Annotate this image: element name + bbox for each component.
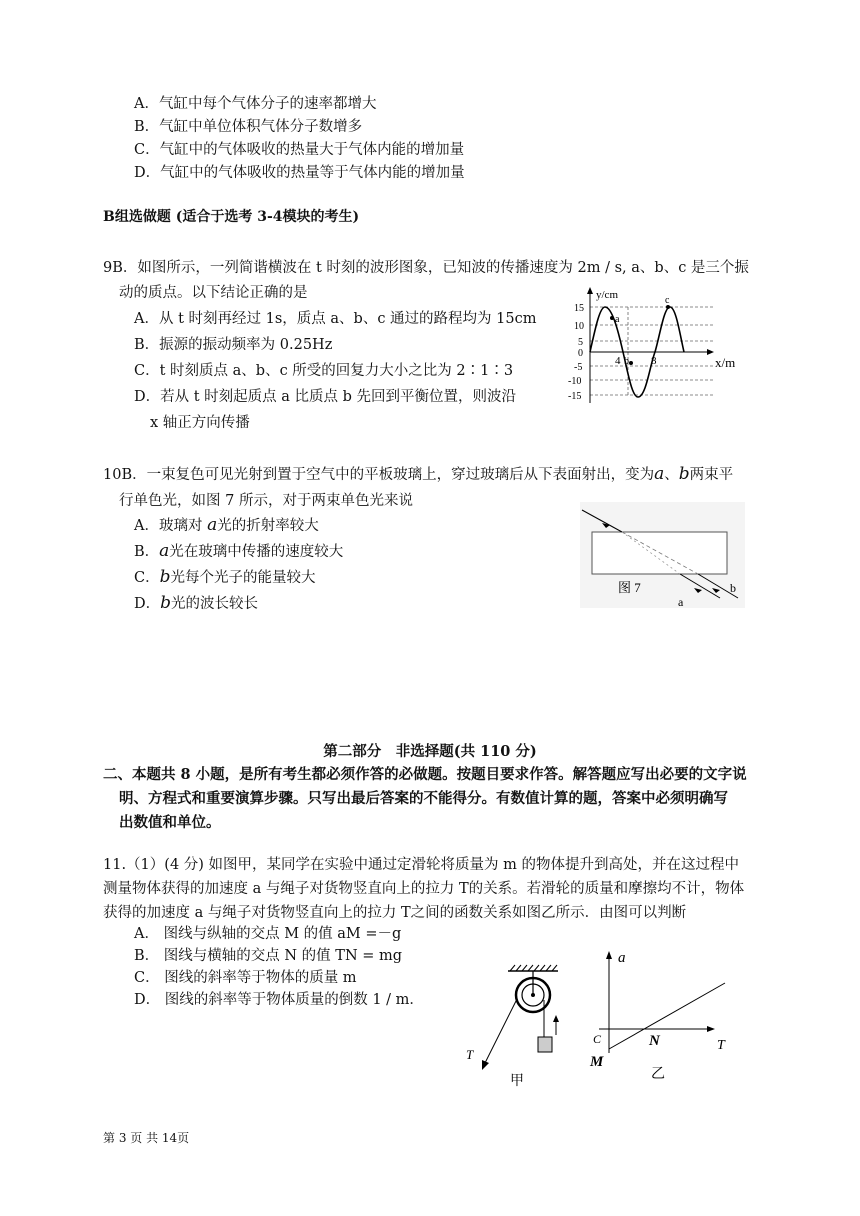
q10-option-a-var: a (207, 515, 218, 535)
fig-yi-caption: 乙 (651, 1067, 665, 1082)
q10-option-b-suffix: 光在玻璃中传播的速度较大 (169, 544, 344, 560)
q10-option-a-suffix: 光的折射率较大 (217, 518, 319, 534)
q10-var-b: b (678, 464, 690, 484)
q11-option-a: A． 图线与纵轴的交点 M 的值 aM =－g (134, 926, 402, 942)
q8-option-b: B．气缸中单位体积气体分子数增多 (134, 119, 363, 135)
q10-line1 (103, 463, 733, 484)
y-tick: 5 (578, 337, 583, 348)
graph-N-label: N (649, 1033, 660, 1049)
q11-option-c: C． 图线的斜率等于物体的质量 m (134, 970, 357, 986)
wave-x-label: x/m (715, 355, 736, 370)
q8-option-c: C．气缸中的气体吸收的热量大于气体内能的增加量 (134, 142, 465, 158)
q9-option-d-cont: x 轴正方向传播 (150, 415, 250, 431)
q11-line2: 测量物体获得的加速度 a 与绳子对货物竖直向上的拉力 T的关系。若滑轮的质量和摩擦均不计，物体 (103, 881, 745, 897)
cargo-block (538, 1037, 552, 1052)
group-b-heading: B组选做题 (适合于选考 3-4模块的考生) (103, 209, 360, 225)
point-b-label: b (624, 356, 629, 367)
q10-sep: 、 (664, 467, 679, 483)
part2-title: 第二部分 非选择题(共 110 分) (323, 743, 537, 760)
graph-origin-label: C (593, 1032, 602, 1046)
y-tick: 10 (574, 321, 584, 332)
y-tick: -5 (574, 362, 583, 373)
q9-option-a: A．从 t 时刻再经过 1s，质点 a、b、c 通过的路程均为 15cm (134, 311, 537, 327)
glass-slab-figure (580, 502, 745, 608)
q10-option-a-prefix: A．玻璃对 (134, 518, 208, 534)
q10-option-c-suffix: 光每个光子的能量较大 (170, 570, 316, 586)
q10-var-a: a (654, 464, 665, 484)
page-footer: 第 3 页 共 14页 (103, 1131, 190, 1145)
y-tick: 15 (574, 303, 584, 314)
graph-T-label: T (717, 1038, 725, 1053)
q9-option-c: C．t 时刻质点 a、b、c 所受的回复力大小之比为 2∶1∶3 (134, 363, 514, 379)
q10-option-a (134, 514, 319, 535)
q11-line1: 11.（1）(4 分) 如图甲，某同学在实验中通过定滑轮将质量为 m 的物体提升到高处，并在这过程中 (103, 857, 740, 873)
point-b (629, 361, 633, 365)
x-tick: 4 (615, 355, 621, 367)
q10-option-d-prefix: D． (134, 596, 161, 612)
section2-line2: 明、方程式和重要演算步骤。只写出最后答案的不能得分。有数值计算的题，答案中必须明确写 (119, 790, 728, 807)
q9-option-d: D．若从 t 时刻起质点 a 比质点 b 先回到平衡位置，则波沿 (134, 389, 517, 405)
q9-line2: 动的质点。以下结论正确的是 (119, 285, 308, 301)
graph-M-label: M (590, 1054, 604, 1070)
q9-line1: 9B．如图所示，一列简谐横波在 t 时刻的波形图象，已知波的传播速度为 2m / s, a、b、c 是三个振 (103, 260, 749, 276)
q10-option-d (134, 592, 258, 613)
q10-line1-text: 10B．一束复色可见光射到置于空气中的平板玻璃上，穿过玻璃后从下表面射出，变为 (103, 467, 655, 483)
ray-a-label: a (678, 595, 684, 608)
pulley-T-label: T (466, 1047, 474, 1062)
figure7-caption: 图 7 (618, 580, 641, 595)
graph-figure (585, 945, 735, 1090)
q8-option-a: A．气缸中每个气体分子的速率都增大 (134, 96, 377, 112)
ray-b-label: b (730, 581, 736, 595)
point-c-label: c (665, 295, 670, 306)
q11-line3: 获得的加速度 a 与绳子对货物竖直向上的拉力 T之间的函数关系如图乙所示．由图可以判断 (103, 905, 687, 921)
y-tick: 0 (578, 348, 583, 359)
q11-option-b: B． 图线与横轴的交点 N 的值 TN = mg (134, 948, 403, 964)
fig-jia-caption: 甲 (510, 1074, 524, 1089)
q10-line1-end: 两束平 (689, 467, 734, 483)
q10-line2: 行单色光，如图 7 所示，对于两束单色光来说 (119, 493, 413, 509)
q10-option-c-prefix: C． (134, 570, 160, 586)
q9-option-b: B．振源的振动频率为 0.25Hz (134, 337, 333, 353)
q10-option-b-prefix: B． (134, 544, 160, 560)
y-tick: -15 (568, 391, 582, 402)
q10-option-d-suffix: 光的波长较长 (171, 596, 259, 612)
point-a-label: a (615, 314, 620, 325)
pulley-figure (460, 955, 570, 1090)
q10-option-b (134, 540, 343, 561)
q11-option-d: D． 图线的斜率等于物体质量的倒数 1 / m． (134, 992, 424, 1008)
q8-option-d: D．气缸中的气体吸收的热量等于气体内能的增加量 (134, 165, 465, 181)
graph-a-label: a (618, 950, 626, 966)
q10-option-c-var: b (159, 567, 171, 587)
wave-figure (560, 285, 760, 405)
q10-option-c (134, 566, 316, 587)
y-tick: -10 (568, 376, 582, 387)
q10-option-b-var: a (159, 541, 170, 561)
x-tick: 8 (651, 355, 657, 367)
q10-option-d-var: b (160, 593, 172, 613)
section2-line1: 二、本题共 8 小题，是所有考生都必须作答的必做题。按题目要求作答。解答题应写出必要的文字说 (103, 766, 747, 783)
section2-line3: 出数值和单位。 (119, 814, 221, 831)
point-a (610, 316, 614, 320)
wave-y-label: y/cm (596, 289, 618, 301)
